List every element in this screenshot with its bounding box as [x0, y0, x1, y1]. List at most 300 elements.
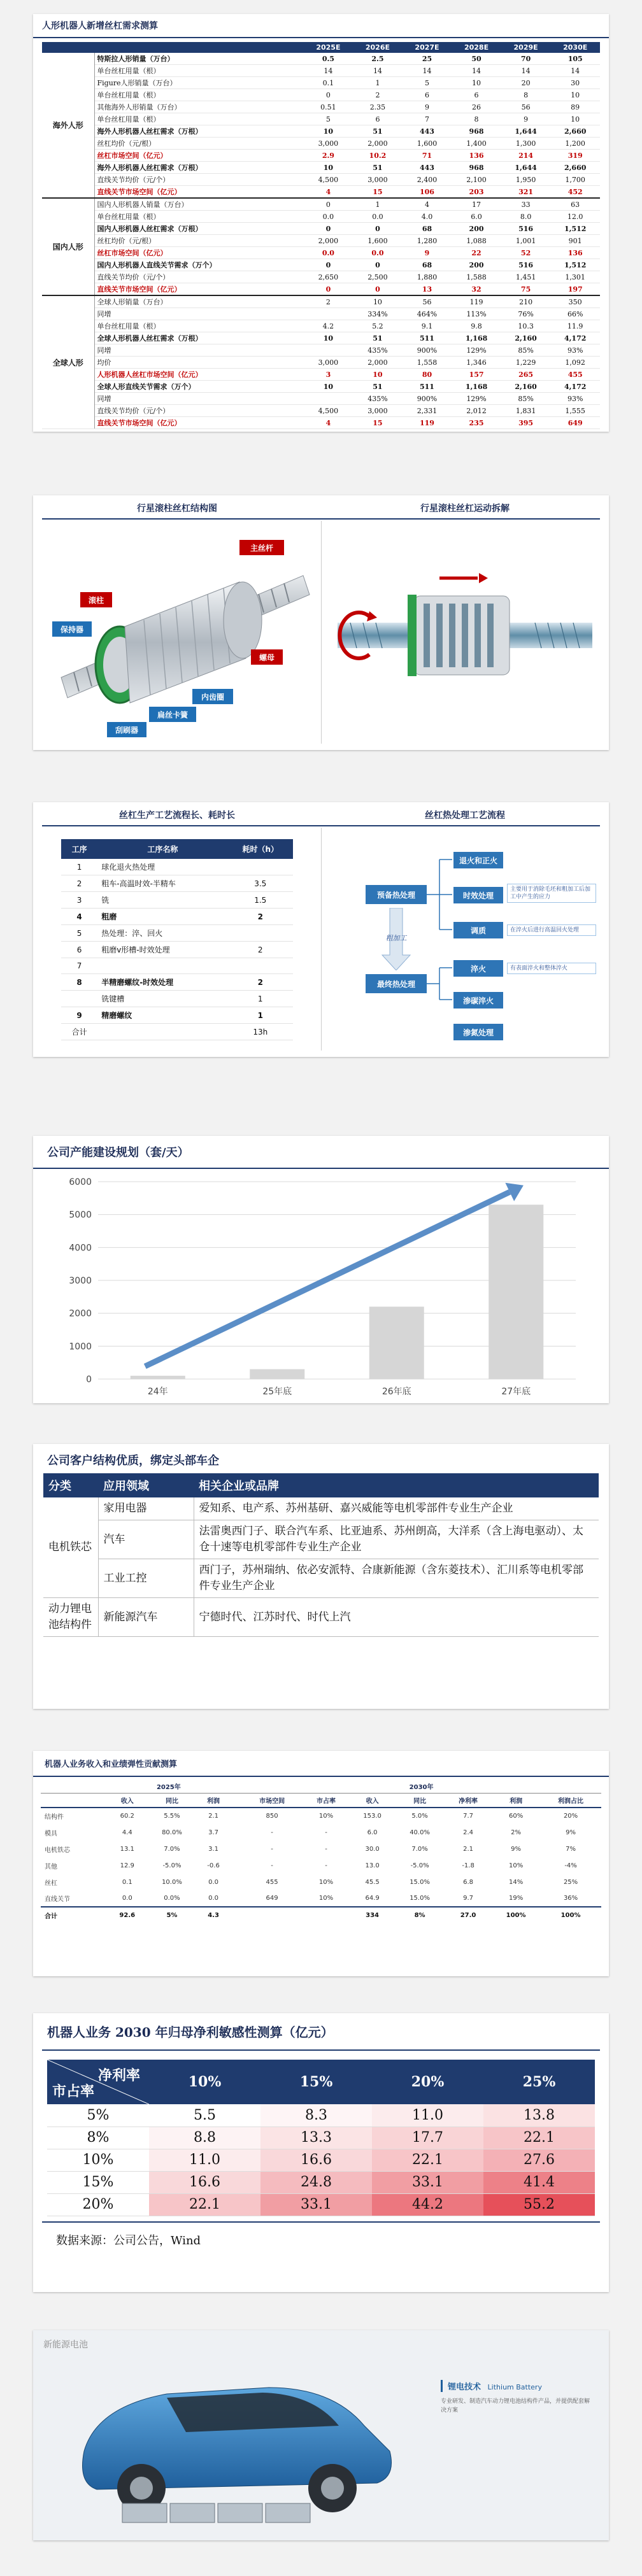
- cell-value: 1,880: [403, 271, 452, 283]
- row-label: 直线关节市场空间（亿元）: [94, 186, 304, 199]
- cell-2025: 3.1: [208, 1845, 218, 1853]
- cell-value: 516: [501, 223, 551, 235]
- cell-value: 68: [403, 223, 452, 235]
- row-label: 全球人形销量（万台）: [94, 295, 304, 308]
- col-2030: 利润占比: [540, 1794, 601, 1808]
- label-gear-text: 内齿圈: [201, 693, 225, 702]
- cell-2030: 6.0: [367, 1829, 378, 1836]
- cell-value: 76%: [501, 308, 551, 320]
- cell-value: 6: [403, 89, 452, 101]
- cell-value: 1,346: [452, 357, 501, 369]
- planetary-roller-screw-illustration: [48, 531, 311, 741]
- cell-value: 1,558: [403, 357, 452, 369]
- structure-panel: [33, 495, 609, 750]
- flow-final-treatment: 最终热处理: [366, 974, 427, 993]
- x-tick-label: 25年底: [262, 1387, 292, 1397]
- cell-2025: 7.0%: [164, 1845, 180, 1853]
- cell-value: 157: [452, 369, 501, 381]
- y-tick-label: 4000: [69, 1243, 92, 1254]
- cell-value: 2,660: [550, 125, 600, 138]
- cell-value: 2,331: [403, 405, 452, 417]
- cell-value: 4: [304, 186, 353, 199]
- table-row: [42, 53, 600, 65]
- cell-value: 13: [403, 283, 452, 296]
- step-hours: [228, 958, 294, 974]
- total-spacer: [97, 1024, 227, 1040]
- cell-value: 5: [304, 113, 353, 125]
- heat-flow-title: 丝杠热处理工艺流程: [425, 810, 505, 821]
- row-label: 直线关节均价（元/个）: [94, 271, 304, 283]
- cell-value: 2: [353, 89, 403, 101]
- sensitivity-table: [47, 2060, 595, 2216]
- flow-step-carburize: 渗碳淬火: [453, 992, 503, 1008]
- battery-tag-cn: 锂电技术: [448, 2382, 481, 2392]
- revenue-table: [41, 1780, 601, 1923]
- cell-value: 51: [353, 125, 403, 138]
- cell-value: 4,500: [304, 405, 353, 417]
- cell-value: 9.8: [452, 320, 501, 332]
- cell-value: 14: [550, 65, 600, 77]
- cell-value: 20: [501, 77, 551, 89]
- cell-2030: 10%: [318, 1878, 334, 1886]
- col-2030: 净利率: [445, 1794, 492, 1808]
- cell-value: 1: [353, 198, 403, 211]
- cell-value: 511: [403, 332, 452, 344]
- table-row: [42, 174, 600, 186]
- cell-value: 10: [304, 381, 353, 393]
- cell-2030: [303, 1907, 350, 1923]
- cell-value: 10: [304, 162, 353, 174]
- brands-cell: 法雷奥西门子、联合汽车系、比亚迪系、苏州朗高，大洋系（含上海电驱动）、太仓十速等电机零部件专业生产企业: [194, 1520, 599, 1559]
- cell-2030: -: [325, 1862, 327, 1869]
- step-no: 3: [61, 892, 97, 909]
- cell-2030: 850: [266, 1813, 278, 1820]
- margin-col-header: 10%: [149, 2060, 260, 2104]
- cell-2030: 19%: [508, 1895, 524, 1902]
- cell-value: 511: [403, 381, 452, 393]
- label-nut-text: 螺母: [259, 653, 275, 662]
- cell-value: 17: [452, 198, 501, 211]
- cell-value: 0.0: [304, 211, 353, 223]
- row-label: 同增: [94, 393, 304, 405]
- cell-value: 0.51: [304, 101, 353, 113]
- cell-2030: 25%: [563, 1878, 578, 1886]
- cell-value: 113%: [452, 308, 501, 320]
- bar: [250, 1369, 304, 1380]
- step-no: [61, 991, 97, 1007]
- cell-value: 7: [403, 113, 452, 125]
- customer-panel: [33, 1444, 609, 1709]
- cell-2030: 36%: [563, 1895, 578, 1902]
- cell-2030: 15.0%: [410, 1895, 430, 1902]
- sensitivity-cell: 5.5: [149, 2104, 260, 2127]
- share-row-label: 8%: [47, 2127, 149, 2149]
- brands-cell: 爱知系、电产系、苏州基研、嘉兴威能等电机零部件专业生产企业: [194, 1497, 599, 1520]
- cell-2025: 3.7: [208, 1829, 218, 1836]
- cell-value: 80: [403, 369, 452, 381]
- table-row: [47, 2104, 595, 2127]
- cell-value: 75: [501, 283, 551, 296]
- cell-value: 2,660: [550, 162, 600, 174]
- cell-value: 9: [403, 101, 452, 113]
- cell-2030: 15.0%: [410, 1878, 430, 1886]
- category-cell: 动力锂电池结构件: [43, 1598, 98, 1637]
- cell-value: 0.0: [353, 211, 403, 223]
- share-row-label: 15%: [47, 2171, 149, 2193]
- table-row: [47, 2171, 595, 2193]
- year-header: 2027E: [403, 42, 452, 53]
- corner-margin-label: 净利率: [97, 2067, 140, 2084]
- row-label: 单台丝杠用量（根）: [94, 89, 304, 101]
- cell-value: 0: [304, 283, 353, 296]
- table-row: [47, 2127, 595, 2149]
- col-2025: 同比: [147, 1794, 197, 1808]
- x-tick-label: 27年底: [501, 1387, 531, 1397]
- revenue-title: 机器人业务收入和业绩弹性贡献测算: [33, 1751, 609, 1777]
- table-row: [42, 417, 600, 429]
- cell-value: 516: [501, 259, 551, 271]
- cell-value: 136: [452, 150, 501, 162]
- step-no: 6: [61, 942, 97, 958]
- sensitivity-cell: 8.3: [260, 2104, 372, 2127]
- demand-estimate-table: [42, 42, 600, 429]
- cell-value: 443: [403, 162, 452, 174]
- cell-value: 4,172: [550, 381, 600, 393]
- sensitivity-cell: 8.8: [149, 2127, 260, 2149]
- cell-2030: -: [271, 1845, 273, 1853]
- table-row: [61, 942, 293, 958]
- flow-step-aging: 时效处理: [453, 887, 503, 903]
- cell-value: 70: [501, 53, 551, 65]
- cell-2025: 4.4: [122, 1829, 132, 1836]
- table-row: [42, 320, 600, 332]
- table-row: [42, 211, 600, 223]
- corner-share-label: 市占率: [52, 2083, 95, 2100]
- cell-2030: 27.0: [445, 1907, 492, 1923]
- motion-diagram-title: 行星滚柱丝杠运动拆解: [420, 504, 510, 514]
- cell-2030: 100%: [540, 1907, 601, 1923]
- total-row: [41, 1907, 601, 1923]
- row-label: 全球人形直线关节需求（万个）: [94, 381, 304, 393]
- table-row: [43, 1497, 599, 1520]
- table-row: [42, 101, 600, 113]
- label-roller-text: 滚柱: [88, 596, 104, 605]
- step-hours: 2: [228, 909, 294, 925]
- cell-2025: 0.0: [208, 1895, 218, 1902]
- cell-value: 9: [403, 247, 452, 259]
- cell-value: 2,000: [304, 235, 353, 247]
- table-row: [61, 958, 293, 974]
- table-row: [42, 162, 600, 174]
- sensitivity-cell: 24.8: [260, 2171, 372, 2193]
- row-label: Figure人形销量（万台）: [94, 77, 304, 89]
- cell-value: 105: [550, 53, 600, 65]
- demand-estimate-title: 人形机器人新增丝杠需求测算: [33, 14, 609, 38]
- cell-value: 235: [452, 417, 501, 429]
- cell-2025: 92.6: [108, 1907, 147, 1923]
- application-cell: 家用电器: [98, 1497, 194, 1520]
- cell-value: 2.35: [353, 101, 403, 113]
- cell-value: 464%: [403, 308, 452, 320]
- cell-value: 200: [452, 259, 501, 271]
- share-row-label: 5%: [47, 2104, 149, 2127]
- cell-value: 2.9: [304, 150, 353, 162]
- col-name: 工序名称: [97, 839, 227, 859]
- table-row: [61, 991, 293, 1007]
- cell-value: 10: [550, 113, 600, 125]
- cell-2030: 10%: [318, 1895, 334, 1902]
- cell-value: 0: [353, 259, 403, 271]
- category-cell: 电机铁芯: [43, 1497, 98, 1598]
- cell-value: 1,168: [452, 332, 501, 344]
- cell-2030: 334: [350, 1907, 395, 1923]
- total-row: [61, 1024, 293, 1040]
- step-name: [97, 958, 227, 974]
- cell-gap: [230, 1874, 241, 1890]
- cell-value: 1,644: [501, 162, 551, 174]
- cell-value: 14: [353, 65, 403, 77]
- revenue-panel: [33, 1751, 609, 1976]
- application-cell: 工业工控: [98, 1559, 194, 1598]
- cell-value: 1: [353, 77, 403, 89]
- header-gap: [230, 1794, 241, 1808]
- battery-tag-desc: 专业研发、制造汽车动力锂电池结构件产品，并提供配套解决方案: [441, 2398, 590, 2414]
- cell-value: 4,172: [550, 332, 600, 344]
- cell-2030: 10%: [508, 1862, 524, 1869]
- table-row: [43, 1559, 599, 1598]
- sensitivity-cell: 55.2: [483, 2193, 595, 2216]
- cell-value: 25: [403, 53, 452, 65]
- cell-value: 3: [304, 369, 353, 381]
- row-label: 结构件: [45, 1814, 64, 1821]
- process-table-title: 丝杠生产工艺流程长、耗时长: [119, 810, 235, 821]
- table-row: [41, 1808, 601, 1824]
- row-label: 人形机器人丝杠市场空间（亿元）: [94, 369, 304, 381]
- cell-value: 8: [501, 89, 551, 101]
- sensitivity-cell: 17.7: [372, 2127, 483, 2149]
- cell-value: 321: [501, 186, 551, 199]
- cell-value: 10: [304, 332, 353, 344]
- col-step: 工序: [61, 839, 97, 859]
- table-row: [43, 1598, 599, 1637]
- row-label: 同增: [94, 308, 304, 320]
- cell-2030: -: [271, 1829, 273, 1836]
- cell-2030: 100%: [492, 1907, 540, 1923]
- col-brands: 相关企业或品牌: [194, 1473, 599, 1497]
- year-2030-header: 2030年: [241, 1780, 601, 1794]
- table-row: [42, 405, 600, 417]
- cell-value: 2,160: [501, 381, 551, 393]
- cell-2030: -1.8: [462, 1862, 474, 1869]
- cell-value: 1,092: [550, 357, 600, 369]
- cell-value: 8: [452, 113, 501, 125]
- cell-2030: -: [325, 1845, 327, 1853]
- step-hours: [228, 859, 294, 875]
- year-header: 2030E: [550, 42, 600, 53]
- brands-cell: 西门子，苏州瑞纳、依必安派特、合康新能源（含东菱技术）、汇川系等电机零部件专业生产企业: [194, 1559, 599, 1598]
- col-2025: 利润: [197, 1794, 230, 1808]
- cell-value: 200: [452, 223, 501, 235]
- cell-value: 452: [550, 186, 600, 199]
- sensitivity-cell: 16.6: [149, 2171, 260, 2193]
- cell-value: 63: [550, 198, 600, 211]
- year-2025-header: 2025年: [108, 1780, 231, 1794]
- cell-value: 1,451: [501, 271, 551, 283]
- cell-2025: -5.0%: [162, 1862, 182, 1869]
- cell-value: 15: [353, 186, 403, 199]
- row-label: 单台丝杠用量（根）: [94, 113, 304, 125]
- cell-2030: 7%: [566, 1845, 576, 1853]
- row-label: 均价: [94, 357, 304, 369]
- table-row: [42, 393, 600, 405]
- battery-tag-en: Lithium Battery: [487, 2383, 542, 2391]
- cell-value: 2,500: [353, 271, 403, 283]
- col-2030: 收入: [350, 1794, 395, 1808]
- application-cell: 新能源汽车: [98, 1598, 194, 1637]
- demand-estimate-panel: [33, 14, 609, 432]
- flow-step-temper: 调质: [453, 922, 503, 938]
- cell-value: 11.9: [550, 320, 600, 332]
- sensitivity-cell: 27.6: [483, 2149, 595, 2171]
- step-no: 8: [61, 974, 97, 991]
- cell-value: 4: [403, 198, 452, 211]
- flow-pre-treatment: 预备热处理: [366, 885, 427, 904]
- cell-2030: 8%: [395, 1907, 445, 1923]
- table-row: [42, 223, 600, 235]
- sensitivity-cell: 44.2: [372, 2193, 483, 2216]
- table-row: [42, 259, 600, 271]
- sensitivity-cell: 22.1: [149, 2193, 260, 2216]
- table-row: [61, 892, 293, 909]
- cell-value: 265: [501, 369, 551, 381]
- table-row: [61, 859, 293, 875]
- application-cell: 汽车: [98, 1520, 194, 1559]
- table-row: [42, 247, 600, 259]
- cell-2030: 40.0%: [410, 1829, 430, 1836]
- cell-2030: 455: [266, 1878, 278, 1886]
- cell-2030: -: [325, 1829, 327, 1836]
- cell-value: 52: [501, 247, 551, 259]
- total-value: 13h: [228, 1024, 294, 1040]
- table-row: [61, 1007, 293, 1024]
- cell-value: 89: [550, 101, 600, 113]
- customer-table: [43, 1473, 599, 1637]
- cell-value: 66%: [550, 308, 600, 320]
- col-category: 分类: [43, 1473, 98, 1497]
- cell-value: 0: [304, 259, 353, 271]
- process-panel: [33, 802, 609, 1057]
- table-row: [42, 369, 600, 381]
- table-corner: [42, 42, 304, 53]
- y-tick-label: 2000: [69, 1308, 92, 1319]
- step-hours: 1: [228, 991, 294, 1007]
- table-row: [47, 2149, 595, 2171]
- cell-value: 968: [452, 162, 501, 174]
- cell-value: 14: [304, 65, 353, 77]
- cell-value: 51: [353, 332, 403, 344]
- step-hours: 2: [228, 942, 294, 958]
- cell-value: 4,500: [304, 174, 353, 186]
- cell-value: 1,512: [550, 223, 600, 235]
- cell-2030: 20%: [563, 1813, 578, 1820]
- sensitivity-cell: 11.0: [372, 2104, 483, 2127]
- cell-value: 2,000: [353, 357, 403, 369]
- cell-value: 6: [353, 113, 403, 125]
- step-no: 5: [61, 925, 97, 942]
- sensitivity-cell: 11.0: [149, 2149, 260, 2171]
- cell-value: 1,600: [403, 138, 452, 150]
- x-tick-label: 24年: [147, 1387, 168, 1397]
- battery-tag: [441, 2380, 594, 2415]
- flow-step-nitride: 渗氮处理: [453, 1024, 503, 1040]
- step-name: 半精磨螺纹-时效处理: [97, 974, 227, 991]
- group-label: 全球人形: [42, 295, 94, 429]
- table-row: [42, 308, 600, 320]
- cell-value: 51: [353, 381, 403, 393]
- cell-value: 1,088: [452, 235, 501, 247]
- cell-2030: 30.0: [365, 1845, 380, 1853]
- row-label: 直线关节均价（元/个）: [94, 405, 304, 417]
- cell-2025: 12.9: [120, 1862, 134, 1869]
- cell-2025: 0.0%: [164, 1895, 180, 1902]
- capacity-title: 公司产能建设规划（套/天）: [33, 1136, 609, 1169]
- cell-value: 1,644: [501, 125, 551, 138]
- cell-value: 2,400: [403, 174, 452, 186]
- row-label: 丝杠: [45, 1879, 57, 1887]
- cell-value: 5.2: [353, 320, 403, 332]
- cell-value: [304, 344, 353, 357]
- table-row: [43, 1520, 599, 1559]
- cell-2030: 60%: [508, 1813, 524, 1820]
- cell-value: 2,160: [501, 332, 551, 344]
- cell-value: 1,280: [403, 235, 452, 247]
- step-hours: 1: [228, 1007, 294, 1024]
- sensitivity-cell: 22.1: [483, 2127, 595, 2149]
- step-hours: 1.5: [228, 892, 294, 909]
- cell-value: 93%: [550, 344, 600, 357]
- cell-value: 968: [452, 125, 501, 138]
- table-row: [42, 271, 600, 283]
- row-label: 单台丝杠用量（根）: [94, 65, 304, 77]
- table-row: [42, 125, 600, 138]
- battery-panel: [33, 2330, 609, 2540]
- row-label: 直线关节市场空间（亿元）: [94, 283, 304, 296]
- cell-value: 9: [501, 113, 551, 125]
- cell-value: 443: [403, 125, 452, 138]
- cell-value: 1,588: [452, 271, 501, 283]
- share-row-label: 20%: [47, 2193, 149, 2216]
- label-spring-text: 扁丝卡簧: [157, 711, 189, 719]
- cell-value: 2,012: [452, 405, 501, 417]
- trend-arrow: [145, 1192, 510, 1366]
- cell-value: 435%: [353, 393, 403, 405]
- table-row: [42, 65, 600, 77]
- cell-value: 26: [452, 101, 501, 113]
- step-no: 2: [61, 875, 97, 892]
- cell-value: 93%: [550, 393, 600, 405]
- cell-2030: -4%: [564, 1862, 577, 1869]
- row-label: 直线关节均价（元/个）: [94, 174, 304, 186]
- cell-2030: 649: [266, 1895, 278, 1902]
- flow-note-quench: 有表面淬火和整体淬火: [507, 963, 596, 974]
- flow-rough-machining: 粗加工: [385, 934, 407, 942]
- cell-2025: 5.5%: [164, 1813, 180, 1820]
- cell-value: 3,000: [304, 138, 353, 150]
- table-row: [42, 198, 600, 211]
- table-row: [61, 875, 293, 892]
- year-header: 2029E: [501, 42, 551, 53]
- cell-value: 56: [501, 101, 551, 113]
